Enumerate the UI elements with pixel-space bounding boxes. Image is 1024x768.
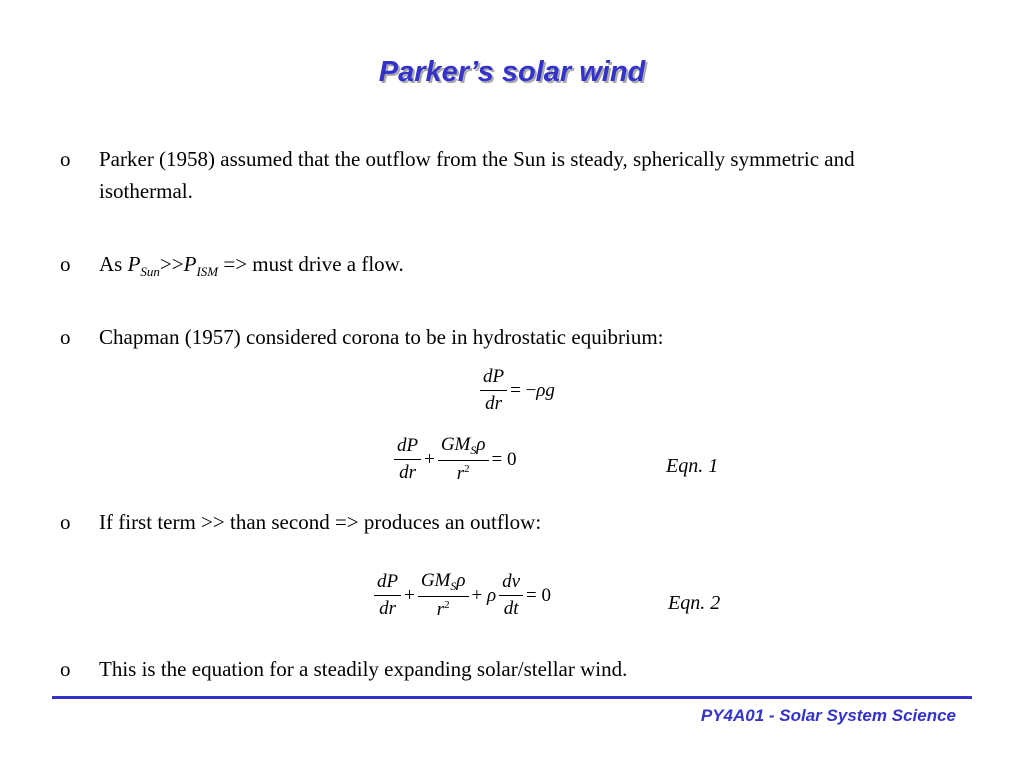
bullet-marker: o	[60, 657, 71, 681]
fraction-dv-dt: $\frac{dv}{dt}$	[499, 571, 523, 620]
hydrostatic-equation: $\frac{dP}{dr}$ = −ρg	[480, 366, 558, 415]
equation-label: Eqn. 1	[666, 455, 719, 477]
equation-1: $\frac{dP}{dr}$ + $\frac{GM_S\rho}{r^2}$ = 0	[394, 434, 519, 485]
fraction-dp-dr: $\frac{dP}{dr}$	[374, 571, 401, 620]
bullet-marker: o	[60, 252, 71, 276]
fraction-gravity: $\frac{GM_S\rho}{r^2}$	[438, 434, 489, 485]
footer-course-title: PY4A01 - Solar System Science	[700, 706, 956, 725]
equation-2: $\frac{dP}{dr}$ + $\frac{GM_S\rho}{r^2}$ + ρ $\frac{dv}{dt}$ = 0	[374, 570, 554, 621]
bullet-marker: o	[60, 510, 71, 534]
fraction-dp-dr: $\frac{dP}{dr}$	[480, 366, 507, 415]
bullet-text: Parker (1958) assumed that the outflow from the Sun is steady, spherically symmetric and isothermal.	[99, 147, 855, 203]
subscript-ism: ISM	[196, 264, 219, 279]
bullet-text: This is the equation for a steadily expanding solar/stellar wind.	[99, 657, 628, 681]
equation-label: Eqn. 2	[668, 592, 721, 614]
bullet-marker: o	[60, 147, 71, 171]
bullet-text: If first term >> than second => produces an outflow:	[99, 510, 542, 534]
bullet-suffix: => must drive a flow.	[223, 252, 404, 276]
much-greater-symbol: >>	[159, 252, 184, 276]
bullet-marker: o	[60, 325, 71, 349]
fraction-gravity: $\frac{GM_S\rho}{r^2}$	[418, 570, 469, 621]
bullet-text	[99, 248, 900, 288]
slide-title: Parker’s solar wind	[378, 56, 646, 88]
pressure-symbol: P	[127, 252, 141, 276]
footer-divider	[52, 696, 972, 699]
bullet-text: Chapman (1957) considered corona to be in hydrostatic equibrium:	[99, 325, 664, 349]
subscript-sun: Sun	[140, 264, 160, 279]
bullet-prefix: As	[99, 252, 123, 276]
fraction-dp-dr: $\frac{dP}{dr}$	[394, 435, 421, 484]
pressure-symbol: P	[183, 252, 197, 276]
